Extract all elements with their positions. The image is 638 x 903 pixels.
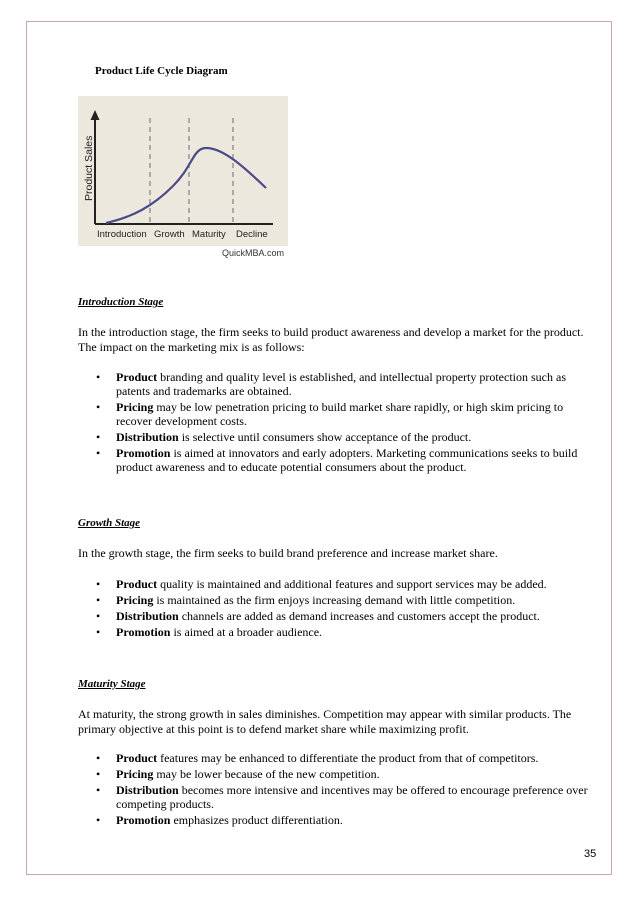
bullet-term: Promotion [116, 446, 171, 460]
bullet-dot-icon: • [96, 625, 101, 639]
bullet-text: branding and quality level is established, and intellectual property protection such as patents and trademarks are obtained. [116, 370, 566, 398]
list-item [78, 430, 598, 444]
bullet-term: Product [116, 751, 158, 765]
list-item [78, 400, 598, 428]
list-item [78, 813, 598, 827]
y-axis-label: Product Sales [83, 135, 95, 201]
section-heading-maturity: Maturity Stage [78, 678, 146, 690]
stage-label-introduction: Introduction [97, 229, 147, 240]
bullet-text: quality is maintained and additional features and support services may be added. [157, 577, 547, 591]
bullet-text: becomes more intensive and incentives may be offered to encourage preference over competing products. [116, 783, 588, 811]
bullet-term: Pricing [116, 593, 154, 607]
list-item [78, 593, 598, 607]
bullet-text: is aimed at innovators and early adopters. Marketing communications seeks to build product awareness and to educate potential consumers about the product. [116, 446, 578, 474]
list-item [78, 783, 598, 811]
bullet-text: may be low penetration pricing to build market share rapidly, or high skim pricing to recover development costs. [116, 400, 564, 428]
diagram-title: Product Life Cycle Diagram [95, 65, 228, 77]
bullet-text: emphasizes product differentiation. [170, 813, 343, 827]
bullet-dot-icon: • [96, 813, 101, 827]
bullet-dot-icon: • [96, 593, 101, 607]
bullet-dot-icon: • [96, 783, 101, 797]
bullet-dot-icon: • [96, 767, 101, 781]
section-heading-introduction: Introduction Stage [78, 296, 164, 308]
y-axis-arrow [91, 110, 100, 120]
bullet-text: channels are added as demand increases and customers accept the product. [178, 609, 540, 623]
sales-curve [106, 148, 266, 223]
section-paragraph-growth: In the growth stage, the firm seeks to build brand preference and increase market share. [78, 546, 498, 560]
bullet-term: Pricing [116, 400, 154, 414]
bullet-term: Distribution [116, 609, 179, 623]
list-item [78, 751, 598, 765]
bullet-term: Product [116, 370, 158, 384]
bullet-text: is maintained as the firm enjoys increasing demand with little competition. [153, 593, 516, 607]
bullet-list-growth [78, 577, 598, 639]
list-item [78, 625, 598, 639]
bullet-text: is selective until consumers show acceptance of the product. [178, 430, 472, 444]
list-item [78, 577, 598, 591]
bullet-dot-icon: • [96, 430, 101, 444]
product-life-cycle-figure [78, 96, 288, 246]
stage-label-maturity: Maturity [192, 229, 226, 240]
figure-credit: QuickMBA.com [222, 248, 285, 258]
bullet-term: Distribution [116, 430, 179, 444]
bullet-dot-icon: • [96, 751, 101, 765]
list-item [78, 446, 598, 474]
bullet-term: Pricing [116, 767, 154, 781]
product-life-cycle-svg [78, 96, 288, 246]
bullet-text: may be lower because of the new competition. [153, 767, 380, 781]
list-item [78, 370, 598, 398]
list-item [78, 767, 598, 781]
stage-label-decline: Decline [236, 229, 268, 240]
bullet-dot-icon: • [96, 609, 101, 623]
bullet-list-introduction [78, 370, 598, 474]
bullet-term: Product [116, 577, 158, 591]
bullet-dot-icon: • [96, 400, 101, 414]
bullet-term: Promotion [116, 813, 171, 827]
bullet-term: Distribution [116, 783, 179, 797]
list-item [78, 609, 598, 623]
section-paragraph-maturity: At maturity, the strong growth in sales diminishes. Competition may appear with similar products. The primary objective at this point is to defend market share while maximizing profit. [78, 707, 572, 736]
stage-label-growth: Growth [154, 229, 185, 240]
bullet-text: is aimed at a broader audience. [170, 625, 323, 639]
bullet-term: Promotion [116, 625, 171, 639]
section-paragraph-introduction: In the introduction stage, the firm seeks to build product awareness and develop a market for the product. The impact on the marketing mix is as follows: [78, 325, 584, 354]
bullet-dot-icon: • [96, 577, 101, 591]
bullet-dot-icon: • [96, 446, 101, 460]
page-number: 35 [584, 848, 597, 860]
bullet-list-maturity [78, 751, 598, 827]
section-heading-growth: Growth Stage [78, 517, 141, 529]
bullet-dot-icon: • [96, 370, 101, 384]
bullet-text: features may be enhanced to differentiate the product from that of competitors. [157, 751, 539, 765]
